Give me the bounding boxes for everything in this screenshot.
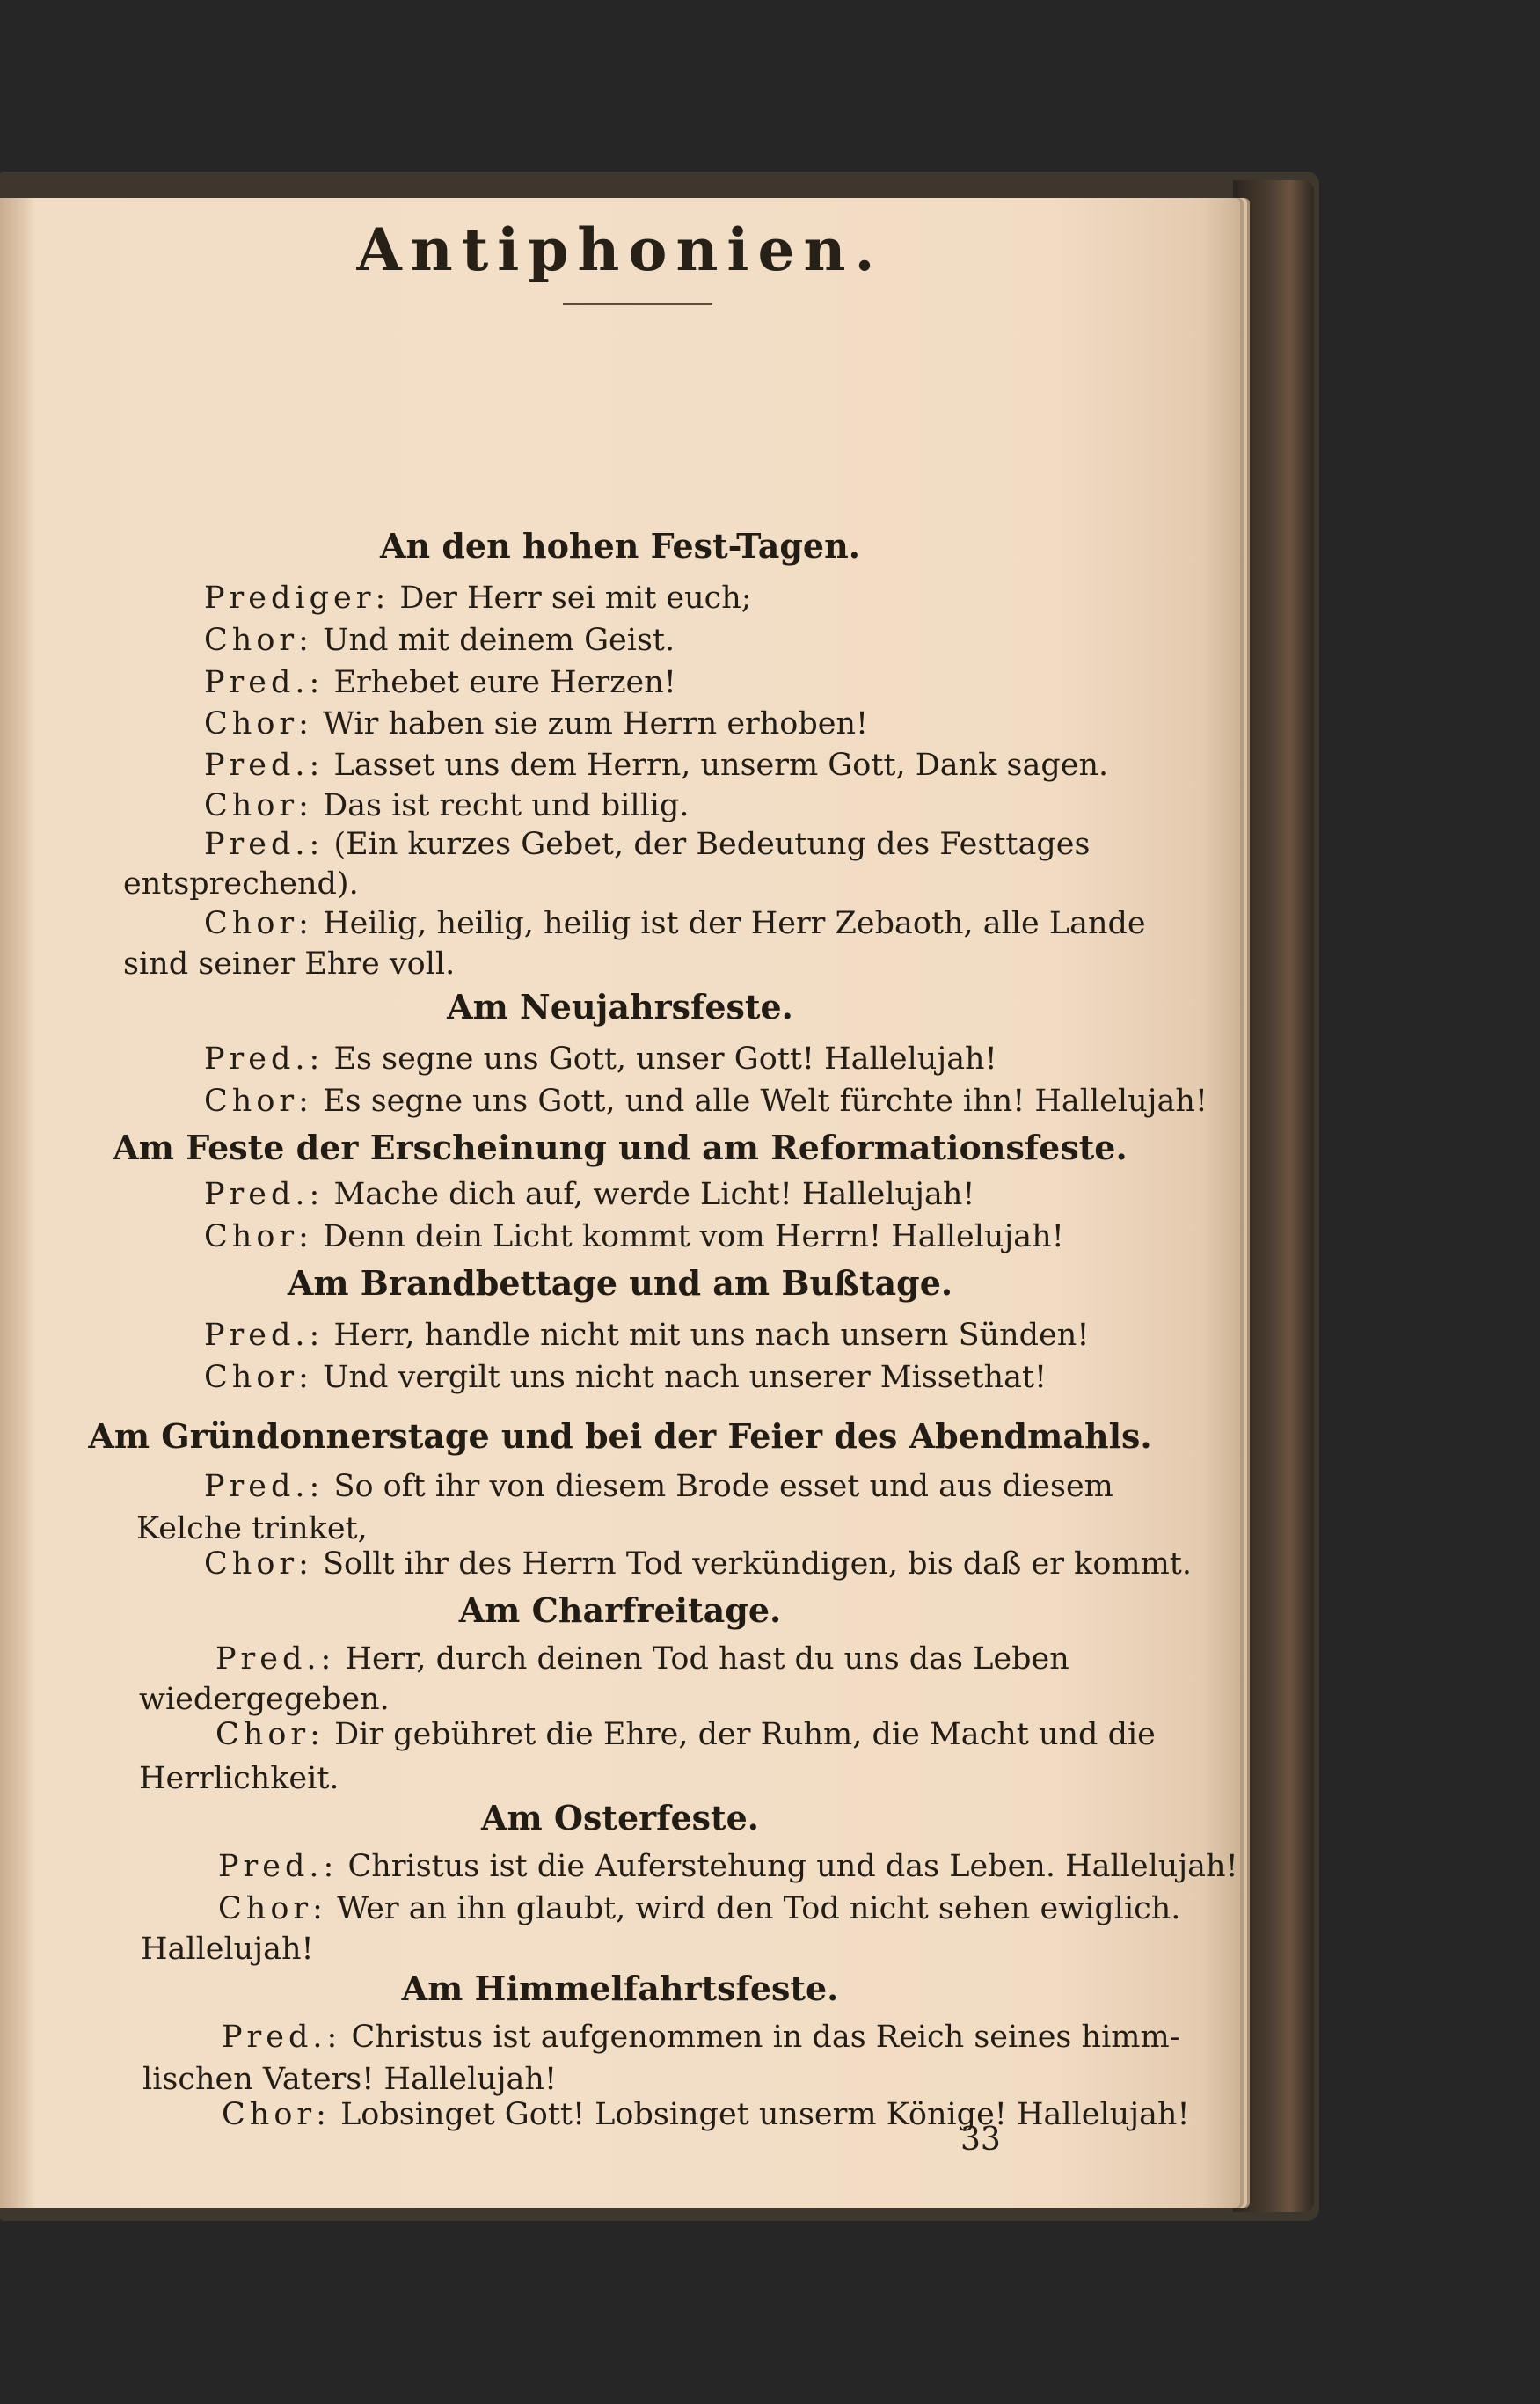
text-line: Pred.: Mache dich auf, werde Licht! Hallelujah! <box>204 1177 975 1212</box>
section-heading-erscheinung: Am Feste der Erscheinung und am Reformationsfeste. <box>113 1128 1128 1167</box>
text-line: Chor: Sollt ihr des Herrn Tod verkündigen, bis daß er kommt. <box>204 1546 1192 1582</box>
text-line: lischen Vaters! Hallelujah! <box>142 2062 558 2097</box>
text-line: Chor: Und mit deinem Geist. <box>204 623 675 658</box>
page-title: Antiphonien. <box>356 216 884 284</box>
section-heading-charfreitag: Am Charfreitage. <box>458 1590 782 1630</box>
section-heading-gruendonnerstag: Am Gründonnerstage und bei der Feier des Abendmahls. <box>88 1416 1152 1456</box>
text-line: Chor: Es segne uns Gott, und alle Welt fürchte ihn! Hallelujah! <box>204 1084 1208 1119</box>
text-line: Chor: Lobsinget Gott! Lobsinget unserm Könige! Hallelujah! <box>222 2097 1190 2132</box>
gutter-shadow <box>0 198 35 2208</box>
text-line: Pred.: Christus ist aufgenommen in das Reich seines himm- <box>222 2020 1180 2055</box>
page-number: 33 <box>960 2122 1001 2158</box>
text-line: Pred.: Herr, handle nicht mit uns nach unsern Sünden! <box>204 1318 1090 1353</box>
text-line: Pred.: Erhebet eure Herzen! <box>204 665 676 700</box>
text-line: Pred.: Christus ist die Auferstehung und das Leben. Hallelujah! <box>218 1849 1238 1884</box>
section-heading-fest-tagen: An den hohen Fest-Tagen. <box>380 526 860 566</box>
text-line: wiedergegeben. <box>139 1682 390 1717</box>
text-line: Pred.: So oft ihr von diesem Brode esset und aus diesem <box>204 1469 1113 1504</box>
section-heading-himmelfahrt: Am Himmelfahrtsfeste. <box>401 1969 839 2008</box>
text-line: Chor: Wer an ihn glaubt, wird den Tod nicht sehen ewiglich. <box>218 1891 1181 1926</box>
text-line: Hallelujah! <box>141 1932 314 1967</box>
text-line: Chor: Heilig, heilig, heilig ist der Herr Zebaoth, alle Lande <box>204 906 1146 941</box>
section-heading-busstag: Am Brandbettage und am Bußtage. <box>287 1263 953 1303</box>
text-line: Pred.: (Ein kurzes Gebet, der Bedeutung des Festtages <box>204 827 1091 862</box>
text-line: Herrlichkeit. <box>139 1761 339 1796</box>
text-line: Chor: Dir gebühret die Ehre, der Ruhm, die Macht und die <box>215 1717 1156 1752</box>
section-heading-ostern: Am Osterfeste. <box>480 1798 760 1838</box>
title-divider <box>563 303 712 305</box>
text-line: Chor: Wir haben sie zum Herrn erhoben! <box>204 706 869 742</box>
text-line: Pred.: Es segne uns Gott, unser Gott! Hallelujah! <box>204 1041 997 1077</box>
text-line: Chor: Das ist recht und billig. <box>204 788 690 823</box>
text-line: Kelche trinket, <box>136 1511 368 1546</box>
text-line: Chor: Denn dein Licht kommt vom Herrn! Hallelujah! <box>204 1219 1064 1254</box>
section-heading-neujahr: Am Neujahrsfeste. <box>447 987 793 1027</box>
text-line: Pred.: Herr, durch deinen Tod hast du uns das Leben <box>215 1641 1069 1677</box>
text-line: Prediger: Der Herr sei mit euch; <box>204 581 752 616</box>
text-line: entsprechend). <box>123 866 359 902</box>
text-line: Chor: Und vergilt uns nicht nach unserer Missethat! <box>204 1360 1047 1395</box>
text-line: sind seiner Ehre voll. <box>123 946 456 982</box>
text-line: Pred.: Lasset uns dem Herrn, unserm Gott, Dank sagen. <box>204 748 1109 783</box>
book-spine-edge <box>1233 180 1314 2212</box>
